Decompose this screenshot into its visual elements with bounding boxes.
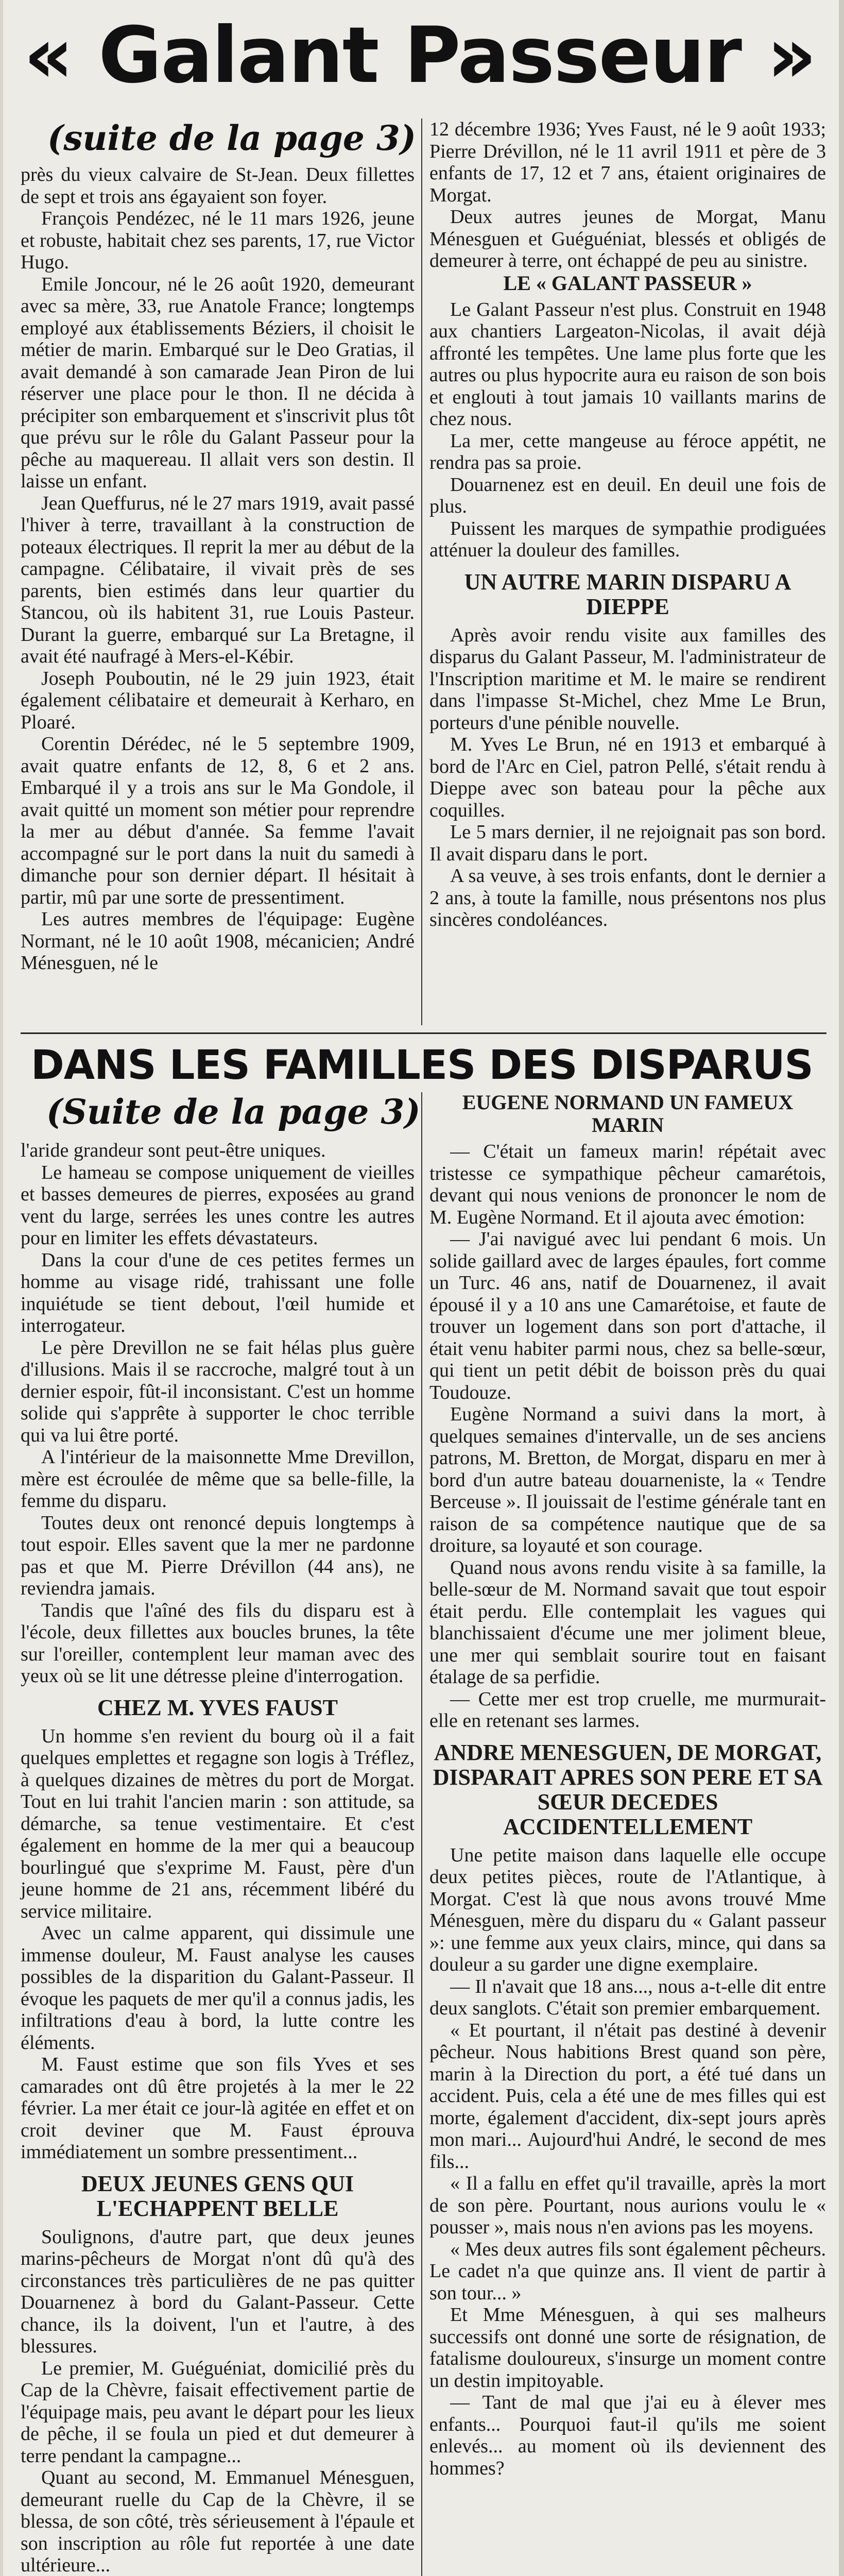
paragraph: Deux autres jeunes de Morgat, Manu Ménesguen et Guéguéniat, blessés et obligés de demeurer à terre, ont échappé de peu au sinistre. [429, 206, 826, 272]
paragraph: « Mes deux autres fils sont également pêcheurs. Le cadet n'a que quinze ans. Il vient de partir à son tour... » [429, 2238, 826, 2304]
paragraph: — J'ai navigué avec lui pendant 6 mois. Un solide gaillard avec de larges épaules, fort comme un Turc. 46 ans, natif de Douarnenez, il avait épousé il y a 10 ans une Camarétoise, et faute de trouver un logement dans son port d'attache, il était venu habiter parmi nous, chez sa belle-sœur, qui tient un petit débit de boisson près du quai Toudouze. [429, 1228, 826, 1403]
subheading: UN AUTRE MARIN DISPARU A DIEPPE [464, 569, 791, 619]
paragraph: Puissent les marques de sympathie prodiguées atténuer la douleur des familles. [429, 517, 826, 561]
paragraph: « Et pourtant, il n'était pas destiné à devenir pêcheur. Nous habitions Brest quand son père, marin à la Direction du port, a été tué dans un accident. Puis, cela a été une de mes filles qui est morte, également d'accident, dix-sept jours après mon mari... Aujourd'hui André, le second de mes fils... [429, 2019, 826, 2173]
subheading: DEUX JEUNES GENS QUI L'ECHAPPENT BELLE [81, 2171, 354, 2221]
paragraph: Douarnenez est en deuil. En deuil une fois de plus. [429, 473, 826, 517]
paragraph: « Il a fallu en effet qu'il travaille, après la mort de son père. Pourtant, nous aurions voulu le « pousser », mais nous n'en avions pas les moyens. [429, 2173, 826, 2238]
subheading: LE « GALANT PASSEUR » [503, 271, 752, 295]
bottom-right-column [429, 1091, 826, 2479]
paragraph: 12 décembre 1936; Yves Faust, né le 9 août 1933; Pierre Drévillon, né le 11 avril 1911 et père de 3 enfants de 17, 12 et 7 ans, étaient originaires de Morgat. [429, 118, 826, 206]
paragraph: Soulignons, d'autre part, que deux jeunes marins-pêcheurs de Morgat n'ont dû qu'à des circonstances très particulières de ne pas quitter Douarnenez à bord du Galant-Passeur. Cette chance, ils la doivent, l'un et l'autre, à des blessures. [21, 2226, 415, 2357]
paragraph: Emile Joncour, né le 26 août 1920, demeurant avec sa mère, 33, rue Anatole France; longtemps employé aux établissements Béziers, il choisit le métier de marin. Embarqué sur le Deo Gratias, il avait demandé à son camarade Jean Piron de lui réserver une place pour le thon. Il ne décida à précipiter son embarquement et s'inscrivit plus tôt que prévu sur le rôle du Galant Passeur pour la pêche au maquereau. Il allait vers son destin. Il laisse un enfant. [21, 273, 415, 492]
section-rule [21, 1032, 826, 1034]
paragraph: François Pendézec, né le 11 mars 1926, jeune et robuste, habitait chez ses parents, 17, rue Victor Hugo. [21, 208, 415, 273]
paragraph: Après avoir rendu visite aux familles des disparus du Galant Passeur, M. l'administrateur de l'Inscription maritime et M. le maire se rendirent dans l'impasse St-Michel, chez Mme Le Brun, porteurs d'une pénible nouvelle. [429, 624, 826, 734]
paragraph: M. Faust estime que son fils Yves et ses camarades ont dû être projetés à la mer le 22 février. La mer était ce jour-là agitée en effet et on croit deviner que M. Faust éprouva immédiatement un sombre pressentiment... [21, 2054, 415, 2163]
paragraph: Dans la cour d'une de ces petites fermes un homme au visage ridé, trahissant une folle inquiétude se tient debout, l'œil humide et interrogateur. [21, 1249, 415, 1336]
paragraph: Quand nous avons rendu visite à sa famille, la belle-sœur de M. Normand savait que tout espoir était perdu. Elle contemplait les vagues qui blanchissaient d'écume une mer joliment bleue, une mer qui semblait sourire tout en faisant étalage de sa perfidie. [429, 1556, 826, 1688]
subheading: ANDRE MENESGUEN, DE MORGAT, DISPARAIT APRES SON PERE ET SA SŒUR DECEDES ACCIDENTELLEMENT [433, 1739, 823, 1839]
bottom-left-column [21, 1140, 415, 2576]
subheading: CHEZ M. YVES FAUST [97, 1694, 338, 1720]
paragraph: A l'intérieur de la maisonnette Mme Drevillon, mère est écroulée de même que sa belle-fille, la femme du disparu. [21, 1446, 415, 1512]
paragraph: Les autres membres de l'équipage: Eugène Normant, né le 10 août 1908, mécanicien; André Ménesguen, né le [21, 908, 415, 974]
paragraph: Quant au second, M. Emmanuel Ménesguen, demeurant ruelle du Cap de la Chèvre, il se blessa, de son côté, très sérieusement à l'épaule et son inscription au rôle fut reportée à une date ultérieure... [21, 2467, 415, 2576]
column-divider [421, 118, 422, 1025]
paragraph: — Cette mer est trop cruelle, me murmurait-elle en retenant ses larmes. [429, 1688, 826, 1732]
paragraph: Un homme s'en revient du bourg où il a fait quelques emplettes et regagne son logis à Tréflez, à quelques dizaines de mètres du port de Morgat. Tout en lui trahit l'ancien marin : son attitude, sa démarche, sa tenue vestimentaire. Et c'est également en homme de la mer qui a beaucoup bourlingué que s'exprime M. Faust, père d'un jeune homme de 21 ans, récemment libéré du service militaire. [21, 1725, 415, 1922]
continued-label-band: (Suite de la page 3) [46, 1092, 421, 1132]
paragraph: La mer, cette mangeuse au féroce appétit, ne rendra pas sa proie. [429, 430, 826, 473]
paragraph: Corentin Dérédec, né le 5 septembre 1909, avait quatre enfants de 12, 8, 6 et 2 ans. Embarqué il y a trois ans sur le Ma Gondole, il avait quitté un moment son métier pour reprendre la mer au début d'année. Sa femme l'avait accompagné sur le port dans la nuit du samedi à dimanche pour son dernier départ. Il hésitait à partir, mû par une sorte de pressentiment. [21, 733, 415, 908]
top-left-column [21, 164, 415, 974]
paragraph: Le Galant Passeur n'est plus. Construit en 1948 aux chantiers Largeaton-Nicolas, il avait déjà affronté les tempêtes. Une lame plus forte que les autres ou plus hypocrite aura eu raison de son bois et englouti à tout jamais 10 vaillants marins de chez nous. [429, 298, 826, 430]
paragraph: A sa veuve, à ses trois enfants, dont le dernier a 2 ans, à toute la famille, nous présentons nos plus sincères condoléances. [429, 865, 826, 930]
paragraph: — Tant de mal que j'ai eu à élever mes enfants... Pourquoi faut-il qu'ils me soient enlevés... au moment où ils deviennent des hommes? [429, 2392, 826, 2479]
page-edge [839, 0, 844, 2576]
paragraph: Tandis que l'aîné des fils du disparu est à l'école, deux fillettes aux boucles brunes, la tête sur l'oreiller, contemplent leur maman avec des yeux où se lit une détresse pleine d'interrogation. [21, 1599, 415, 1687]
paragraph: Avec un calme apparent, qui dissimule une immense douleur, M. Faust analyse les causes possibles de la disparition du Galant-Passeur. Il évoque les paquets de mer qu'il a connus jadis, les infiltrations d'eau à bord, la lutte contre les éléments. [21, 1922, 415, 2054]
top-right-column [429, 118, 826, 931]
paragraph: Joseph Pouboutin, né le 29 juin 1923, était également célibataire et demeurait à Kerharo, en Ploaré. [21, 667, 415, 733]
paragraph: Une petite maison dans laquelle elle occupe deux petites pièces, route de l'Atlantique, à Morgat. C'est là que nous avons trouvé Mme Ménesguen, mère du disparu du « Galant passeur »: une femme aux yeux clairs, mince, qui dans sa douleur a su garder une digne exemplaire. [429, 1844, 826, 1975]
paragraph: près du vieux calvaire de St-Jean. Deux fillettes de sept et trois ans égayaient son foyer. [21, 164, 415, 208]
column-divider [421, 1092, 422, 2576]
section-title: DANS LES FAMILLES DES DISPARUS [31, 1042, 813, 1089]
page-edge-left [0, 0, 3, 2576]
headline: « Galant Passeur » [23, 11, 816, 100]
paragraph: Le 5 mars dernier, il ne rejoignait pas son bord. Il avait disparu dans le port. [429, 821, 826, 865]
paragraph: Et Mme Ménesguen, à qui ses malheurs successifs ont donné une sorte de résignation, de fatalisme douloureux, s'insurge un moment contre un destin impitoyable. [429, 2304, 826, 2392]
paragraph: Toutes deux ont renoncé depuis longtemps à tout espoir. Elles savent que la mer ne pardonne pas et que M. Pierre Drévillon (44 ans), ne reviendra jamais. [21, 1512, 415, 1599]
paragraph: Eugène Normand a suivi dans la mort, à quelques semaines d'intervalle, un de ses anciens patrons, M. Bretton, de Morgat, disparu en mer à bord d'un autre bateau douarneniste, la « Tendre Berceuse ». Il jouissait de l'estime générale tant en raison de sa compétence nautique que de sa droiture, sa loyauté et son courage. [429, 1403, 826, 1556]
subheading: EUGENE NORMAND UN FAMEUX MARIN [462, 1091, 794, 1137]
paragraph: Jean Queffurus, né le 27 mars 1919, avait passé l'hiver à terre, travaillant à la construction de poteaux électriques. Il reprit la mer au début de la campagne. Célibataire, il vivait près de ses parents, bien estimés dans leur quartier du Stancou, où ils habitent 31, rue Louis Pasteur. Durant la guerre, embarqué sur La Bretagne, il avait été naufragé à Mers-el-Kébir. [21, 492, 415, 667]
paragraph: M. Yves Le Brun, né en 1913 et embarqué à bord de l'Arc en Ciel, patron Pellé, s'était rendu à Dieppe avec son bateau pour la pêche aux coquilles. [429, 734, 826, 821]
paragraph: Le hameau se compose uniquement de vieilles et basses demeures de pierres, exposées au grand vent du large, serrées les unes contre les autres pour en limiter les effets dévastateurs. [21, 1161, 415, 1249]
paragraph: — Il n'avait que 18 ans..., nous a-t-elle dit entre deux sanglots. C'était son premier embarquement. [429, 1975, 826, 2019]
continued-label-top: (suite de la page 3) [47, 118, 417, 158]
paragraph: Le père Drevillon ne se fait hélas plus guère d'illusions. Mais il se raccroche, malgré tout à un dernier espoir, fût-il inconsistant. C'est un homme solide qui s'apprête à supporter le choc terrible qui va lui être porté. [21, 1336, 415, 1446]
paragraph: l'aride grandeur sont peut-être uniques. [21, 1140, 326, 1161]
paragraph: Le premier, M. Guéguéniat, domicilié près du Cap de la Chèvre, faisait effectivement partie de l'équipage mais, peu avant le départ pour les lieux de pêche, il se foula un pied et dut demeurer à terre pendant la campagne... [21, 2357, 415, 2467]
paragraph: — C'était un fameux marin! répétait avec tristesse ce sympathique pêcheur camarétois, devant qui nous venions de prononcer le nom de M. Eugène Normand. Et il ajouta avec émotion: [429, 1141, 826, 1228]
